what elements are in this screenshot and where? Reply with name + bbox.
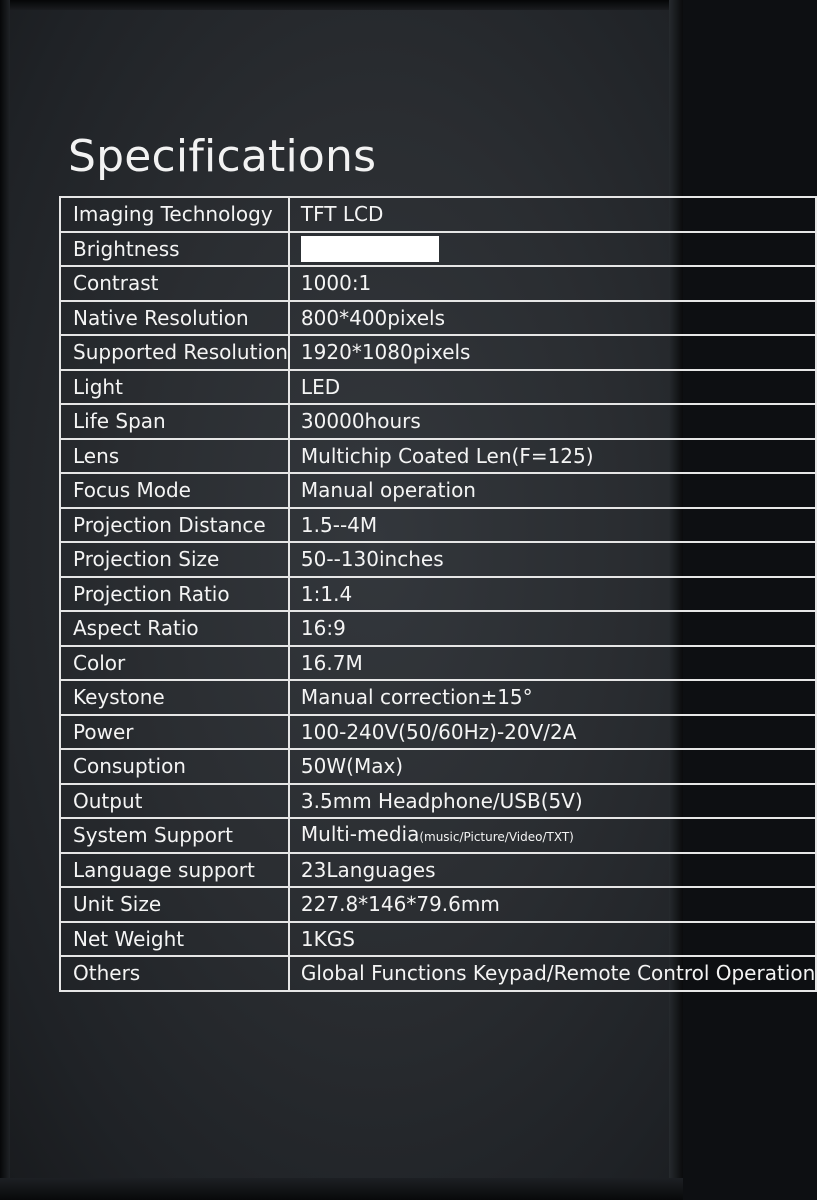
spec-value: TFT LCD (289, 197, 816, 232)
spec-label: Color (60, 646, 289, 681)
spec-value: 100-240V(50/60Hz)-20V/2A (289, 715, 816, 750)
spec-label: Contrast (60, 266, 289, 301)
spec-label: Supported Resolution (60, 335, 289, 370)
spec-label: Keystone (60, 680, 289, 715)
spec-label: Consuption (60, 749, 289, 784)
spec-label: Focus Mode (60, 473, 289, 508)
table-row (60, 508, 816, 543)
spec-label: System Support (60, 818, 289, 853)
spec-value: 50--130inches (289, 542, 816, 577)
spec-value: 800*400pixels (289, 301, 816, 336)
spec-label: Output (60, 784, 289, 819)
spec-label: Brightness (60, 232, 289, 267)
box-edge-bottom (0, 1178, 683, 1200)
table-row (60, 197, 816, 232)
spec-value: 16:9 (289, 611, 816, 646)
spec-value: Multichip Coated Len(F=125) (289, 439, 816, 474)
spec-label: Projection Size (60, 542, 289, 577)
spec-label: Language support (60, 853, 289, 888)
table-row (60, 784, 816, 819)
spec-label: Projection Ratio (60, 577, 289, 612)
spec-value: 23Languages (289, 853, 816, 888)
spec-value: 16.7M (289, 646, 816, 681)
spec-label: Lens (60, 439, 289, 474)
table-row (60, 715, 816, 750)
table-row (60, 577, 816, 612)
spec-label: Projection Distance (60, 508, 289, 543)
table-row (60, 542, 816, 577)
table-row (60, 818, 816, 853)
table-row (60, 749, 816, 784)
table-row (60, 404, 816, 439)
table-row (60, 956, 816, 991)
spec-value: 1920*1080pixels (289, 335, 816, 370)
spec-table (59, 196, 817, 992)
spec-value: Manual correction±15° (289, 680, 816, 715)
box-edge-left (0, 0, 10, 1200)
table-row (60, 887, 816, 922)
spec-value: Manual operation (289, 473, 816, 508)
table-row (60, 335, 816, 370)
spec-value: 50W(Max) (289, 749, 816, 784)
table-row (60, 611, 816, 646)
table-row (60, 646, 816, 681)
redaction-block (301, 236, 439, 262)
spec-label: Aspect Ratio (60, 611, 289, 646)
table-row (60, 301, 816, 336)
spec-value: 30000hours (289, 404, 816, 439)
table-row (60, 473, 816, 508)
spec-label: Life Span (60, 404, 289, 439)
spec-value: 1000:1 (289, 266, 816, 301)
spec-label: Net Weight (60, 922, 289, 957)
table-row (60, 853, 816, 888)
spec-value: 1KGS (289, 922, 816, 957)
spec-label: Unit Size (60, 887, 289, 922)
table-row (60, 370, 816, 405)
spec-value: 1:1.4 (289, 577, 816, 612)
spec-label: Power (60, 715, 289, 750)
spec-value: Global Functions Keypad/Remote Control Operation (289, 956, 816, 991)
spec-value: 1.5--4M (289, 508, 816, 543)
table-row (60, 680, 816, 715)
spec-label: Native Resolution (60, 301, 289, 336)
page-title: Specifications (68, 131, 377, 182)
spec-value: LED (289, 370, 816, 405)
table-row (60, 266, 816, 301)
spec-value-note: (music/Picture/Video/TXT) (419, 829, 574, 844)
spec-label: Imaging Technology (60, 197, 289, 232)
table-row (60, 439, 816, 474)
spec-value (289, 818, 816, 853)
spec-label: Others (60, 956, 289, 991)
spec-value-main: Multi-media (300, 821, 420, 846)
box-edge-top (0, 0, 683, 10)
spec-value: 227.8*146*79.6mm (289, 887, 816, 922)
spec-value: 3.5mm Headphone/USB(5V) (289, 784, 816, 819)
table-row (60, 232, 816, 267)
spec-label: Light (60, 370, 289, 405)
spec-value-redacted (289, 232, 816, 267)
table-row (60, 922, 816, 957)
